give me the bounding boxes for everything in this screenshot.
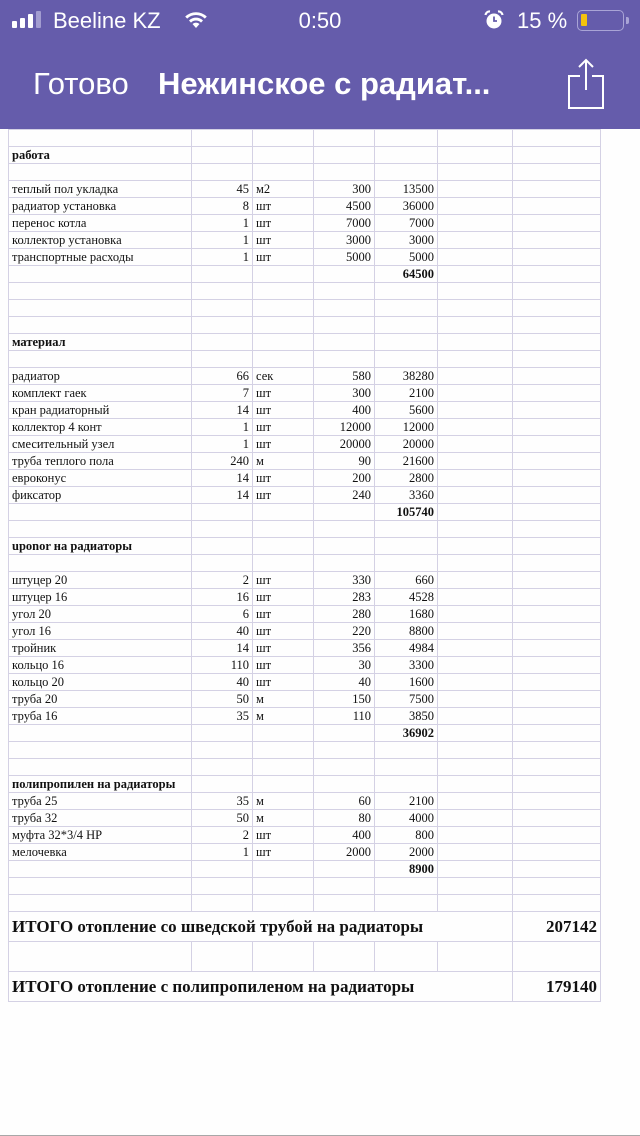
table-row: труба 25 35 м 60 2100 <box>9 793 601 810</box>
table-row: труба 20 50 м 150 7500 <box>9 691 601 708</box>
table-row <box>9 895 601 912</box>
status-bar <box>0 0 640 40</box>
grand-total-row-swedish: ИТОГО отопление со шведской трубой на радиаторы 207142 <box>9 912 601 942</box>
table-row: кольцо 20 40 шт 40 1600 <box>9 674 601 691</box>
subtotal-row-work: 64500 <box>9 266 601 283</box>
table-row <box>9 351 601 368</box>
table-row: штуцер 20 2 шт 330 660 <box>9 572 601 589</box>
table-row <box>9 130 601 147</box>
table-row: комплект гаек 7 шт 300 2100 <box>9 385 601 402</box>
table-row <box>9 742 601 759</box>
subtotal-row-material: 105740 <box>9 504 601 521</box>
status-time: 0:50 <box>298 8 342 33</box>
table-row: кольцо 16 110 шт 30 3300 <box>9 657 601 674</box>
done-button[interactable]: Готово <box>33 66 129 101</box>
table-row <box>9 759 601 776</box>
table-row: коллектор 4 конт 1 шт 12000 12000 <box>9 419 601 436</box>
spreadsheet-table <box>8 112 601 1002</box>
table-row: труба 32 50 м 80 4000 <box>9 810 601 827</box>
table-row <box>9 283 601 300</box>
table-row: радиатор установка 8 шт 4500 36000 <box>9 198 601 215</box>
table-row: кран радиаторный 14 шт 400 5600 <box>9 402 601 419</box>
share-button[interactable] <box>566 58 606 110</box>
subtotal-row-polypropylene: 8900 <box>9 861 601 878</box>
table-row: труба 16 35 м 110 3850 <box>9 708 601 725</box>
table-row <box>9 317 601 334</box>
table-row: евроконус 14 шт 200 2800 <box>9 470 601 487</box>
table-row: мелочевка 1 шт 2000 2000 <box>9 844 601 861</box>
share-icon <box>566 58 606 110</box>
section-header-uponor: uponor на радиаторы <box>9 538 601 555</box>
document-title: Нежинское с радиат... <box>158 66 491 101</box>
table-row: теплый пол укладка 45 м2 300 13500 <box>9 181 601 198</box>
table-row: штуцер 16 16 шт 283 4528 <box>9 589 601 606</box>
table-row: радиатор 66 сек 580 38280 <box>9 368 601 385</box>
table-row: труба теплого пола 240 м 90 21600 <box>9 453 601 470</box>
table-row <box>9 878 601 895</box>
subtotal-row-uponor: 36902 <box>9 725 601 742</box>
section-header-work: работа <box>9 147 601 164</box>
carrier-name: Beeline KZ <box>53 8 161 33</box>
alarm-icon <box>484 10 504 36</box>
battery-percent: 15 % <box>517 8 568 33</box>
table-row: муфта 32*3/4 НР 2 шт 400 800 <box>9 827 601 844</box>
battery-icon <box>577 10 624 31</box>
table-row: тройник 14 шт 356 4984 <box>9 640 601 657</box>
table-row <box>9 300 601 317</box>
table-row: фиксатор 14 шт 240 3360 <box>9 487 601 504</box>
grand-total-row-polypropylene: ИТОГО отопление с полипропиленом на радиаторы 179140 <box>9 972 601 1002</box>
table-row: угол 16 40 шт 220 8800 <box>9 623 601 640</box>
table-row: угол 20 6 шт 280 1680 <box>9 606 601 623</box>
table-row: транспортные расходы 1 шт 5000 5000 <box>9 249 601 266</box>
section-header-material: материал <box>9 334 601 351</box>
table-row: коллектор установка 1 шт 3000 3000 <box>9 232 601 249</box>
table-row <box>9 521 601 538</box>
table-row: смесительный узел 1 шт 20000 20000 <box>9 436 601 453</box>
navigation-bar <box>0 40 640 129</box>
table-row <box>9 164 601 181</box>
section-header-polypropylene: полипропилен на радиаторы <box>9 776 601 793</box>
table-row <box>9 942 601 972</box>
table-row: перенос котла 1 шт 7000 7000 <box>9 215 601 232</box>
table-row <box>9 555 601 572</box>
